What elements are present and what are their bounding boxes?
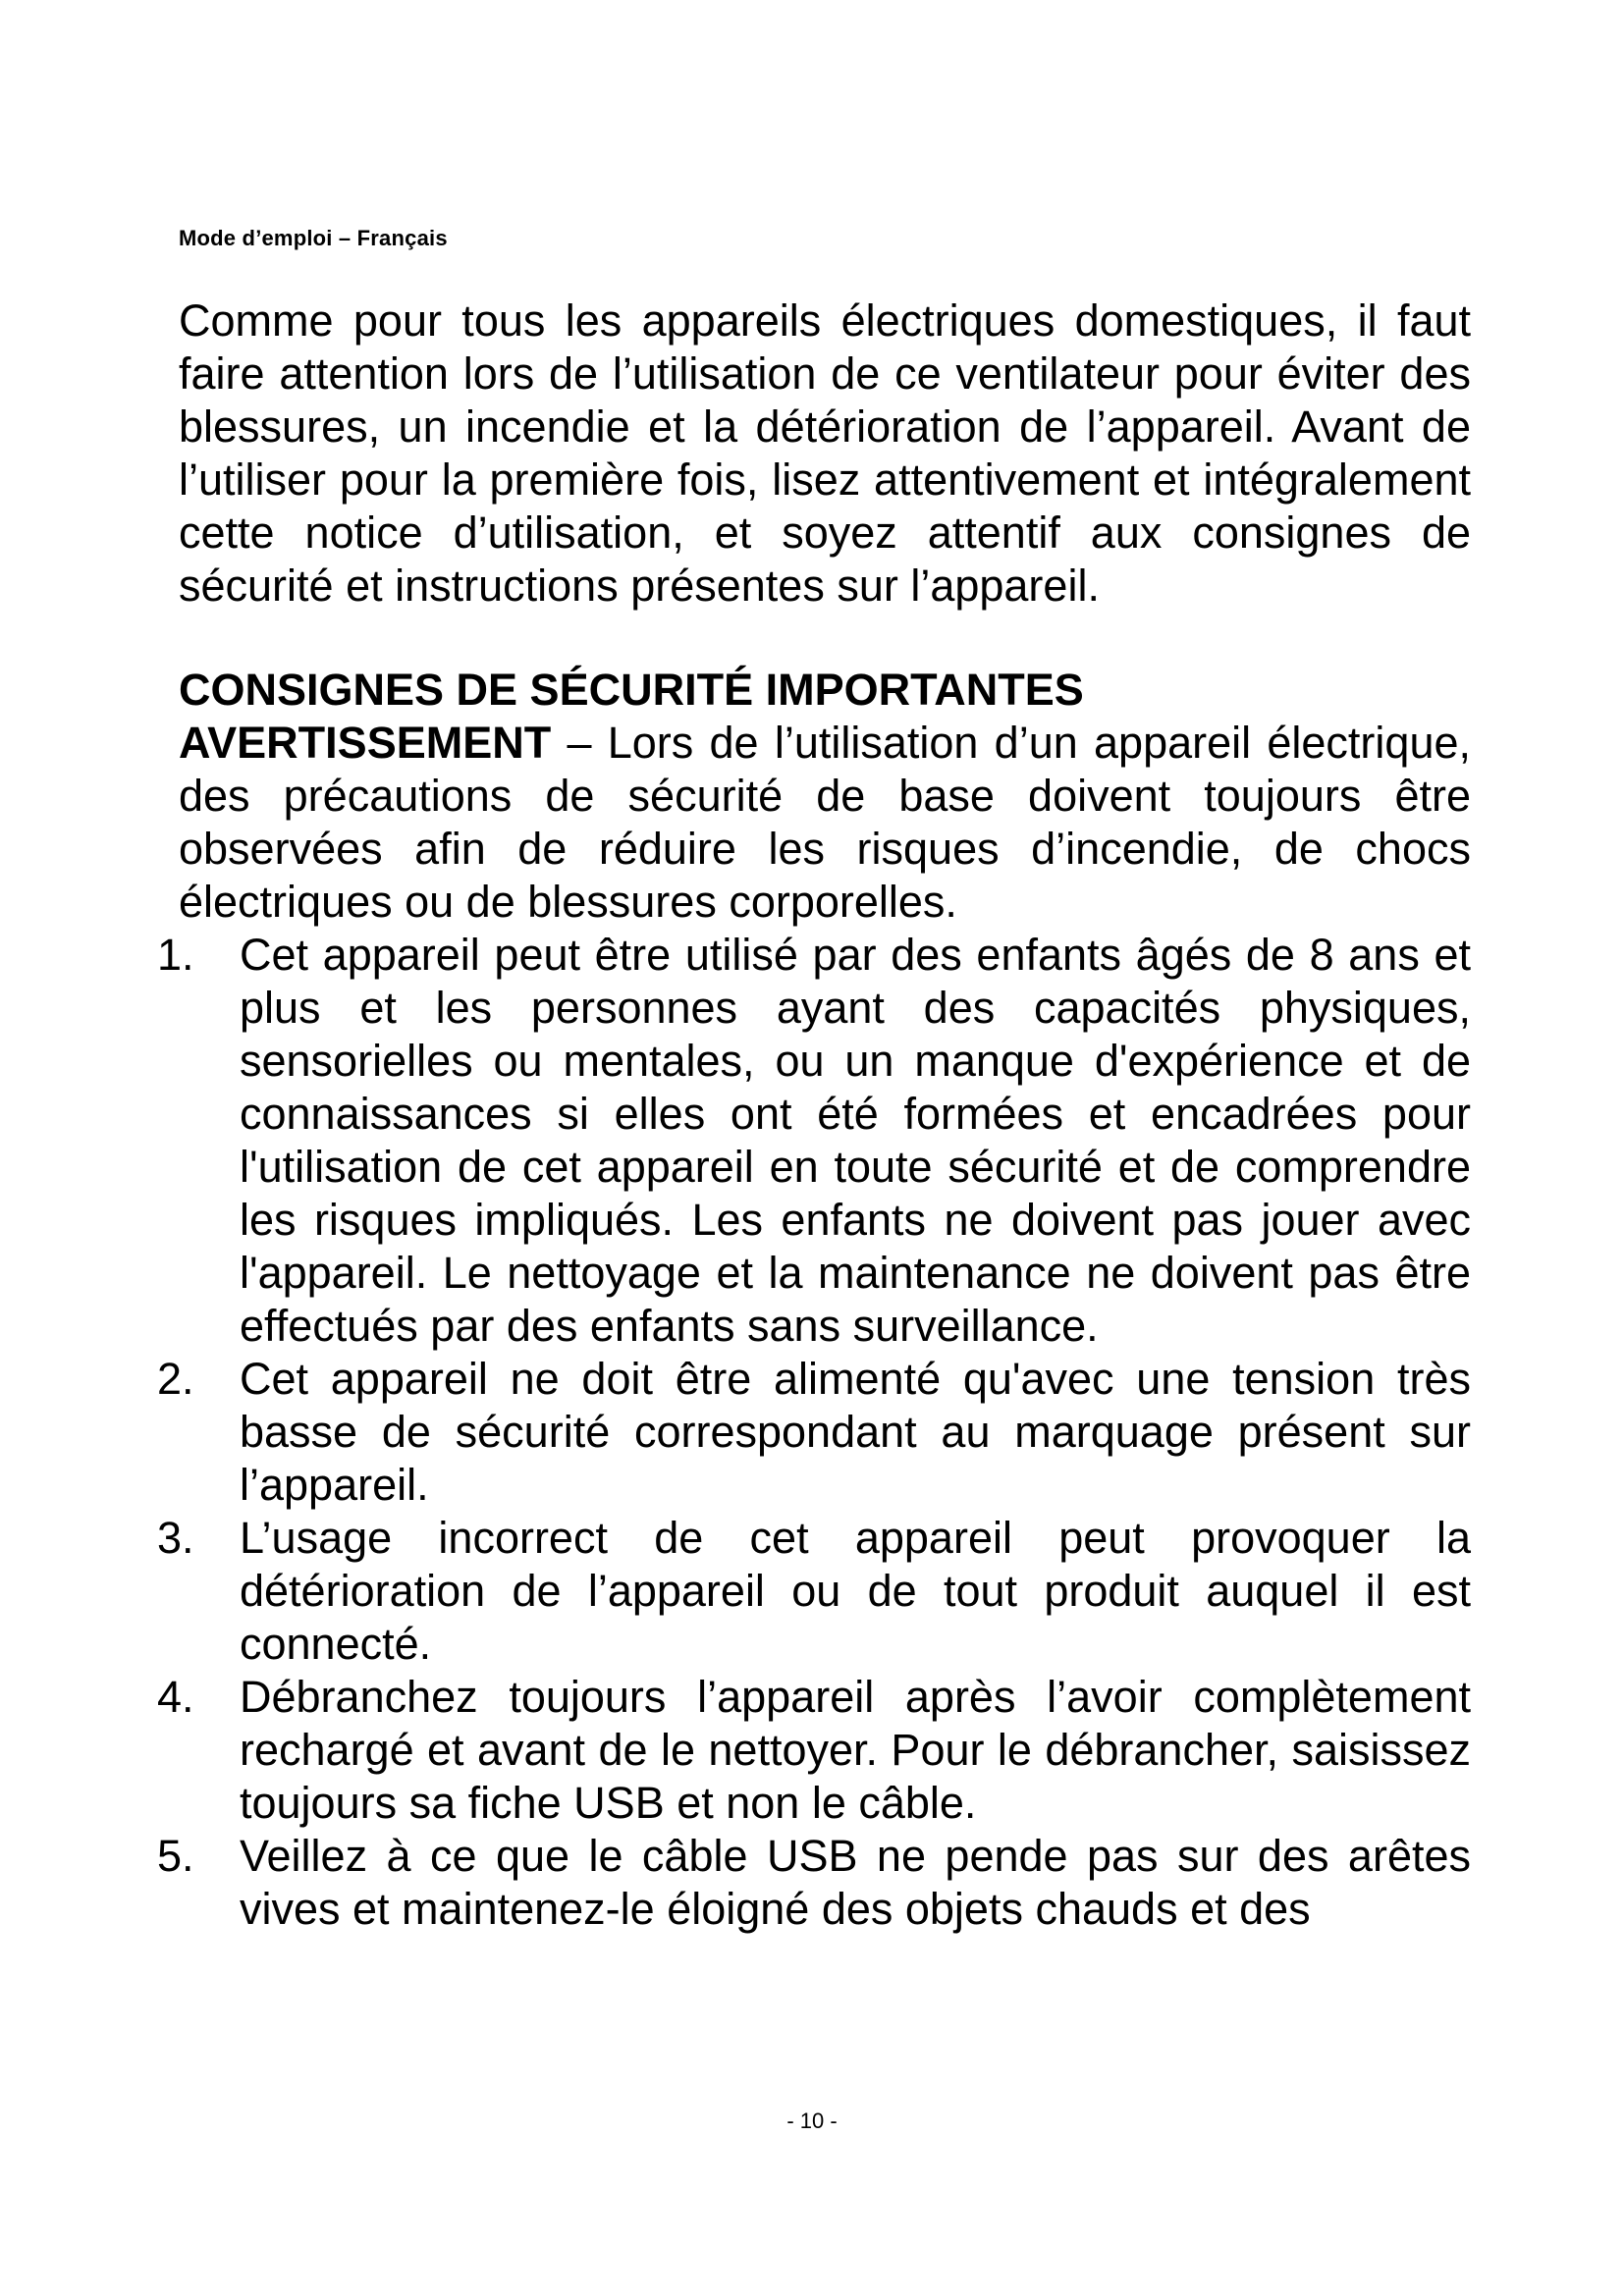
intro-paragraph: Comme pour tous les appareils électriques domestiques, il faut faire attention lors de l’utilisation de ce ventilateur pour éviter des blessures, un incendie et la détérioration de l’appareil. Avant de l’utiliser pour la première fois, lisez attentivement et intégralement cette notice d’utilisation, et soyez attentif aux consignes de sécurité et instructions présentes sur l’appareil. bbox=[179, 295, 1471, 611]
list-item-text: Veillez à ce que le câble USB ne pende pas sur des arêtes vives et maintenez-le éloigné des objets chauds et des bbox=[240, 1831, 1471, 1934]
list-item bbox=[157, 1353, 1471, 1512]
page-content bbox=[157, 294, 1471, 1936]
page-number: - 10 - bbox=[786, 2109, 838, 2133]
list-item bbox=[157, 1512, 1471, 1671]
warning-paragraph bbox=[179, 717, 1471, 929]
list-item-text: Débranchez toujours l’appareil après l’avoir complètement rechargé et avant de le nettoyer. Pour le débrancher, saisissez toujours sa fiche USB et non le câble. bbox=[240, 1672, 1471, 1828]
list-item bbox=[157, 1830, 1471, 1936]
list-item-number: 1. bbox=[157, 930, 194, 980]
list-item bbox=[157, 929, 1471, 1353]
page-header: Mode d’emploi – Français bbox=[179, 226, 448, 250]
list-item-text: Cet appareil ne doit être alimenté qu'avec une tension très basse de sécurité correspondant au marquage présent sur l’appareil. bbox=[240, 1354, 1471, 1510]
safety-list bbox=[157, 929, 1471, 1936]
list-item bbox=[157, 1671, 1471, 1830]
section-title: CONSIGNES DE SÉCURITÉ IMPORTANTES bbox=[179, 665, 1084, 715]
warning-label: AVERTISSEMENT bbox=[179, 718, 552, 768]
list-item-number: 3. bbox=[157, 1513, 194, 1563]
list-item-number: 2. bbox=[157, 1354, 194, 1404]
list-item-number: 5. bbox=[157, 1831, 194, 1881]
warning-text: – Lors de l’utilisation d’un appareil électrique, des précautions de sécurité de base doivent toujours être observées afin de réduire les risques d’incendie, de chocs électriques ou de blessures corporelles. bbox=[179, 718, 1471, 927]
list-item-number: 4. bbox=[157, 1672, 194, 1722]
list-item-text: Cet appareil peut être utilisé par des enfants âgés de 8 ans et plus et les personnes ayant des capacités physiques, sensorielles ou mentales, ou un manque d'expérience et de connaissances si elles ont été formées et encadrées pour l'utilisation de cet appareil en toute sécurité et de comprendre les risques impliqués. Les enfants ne doivent pas jouer avec l'appareil. Le nettoyage et la maintenance ne doivent pas être effectués par des enfants sans surveillance. bbox=[240, 930, 1471, 1351]
list-item-text: L’usage incorrect de cet appareil peut provoquer la détérioration de l’appareil ou de tout produit auquel il est connecté. bbox=[240, 1513, 1471, 1669]
